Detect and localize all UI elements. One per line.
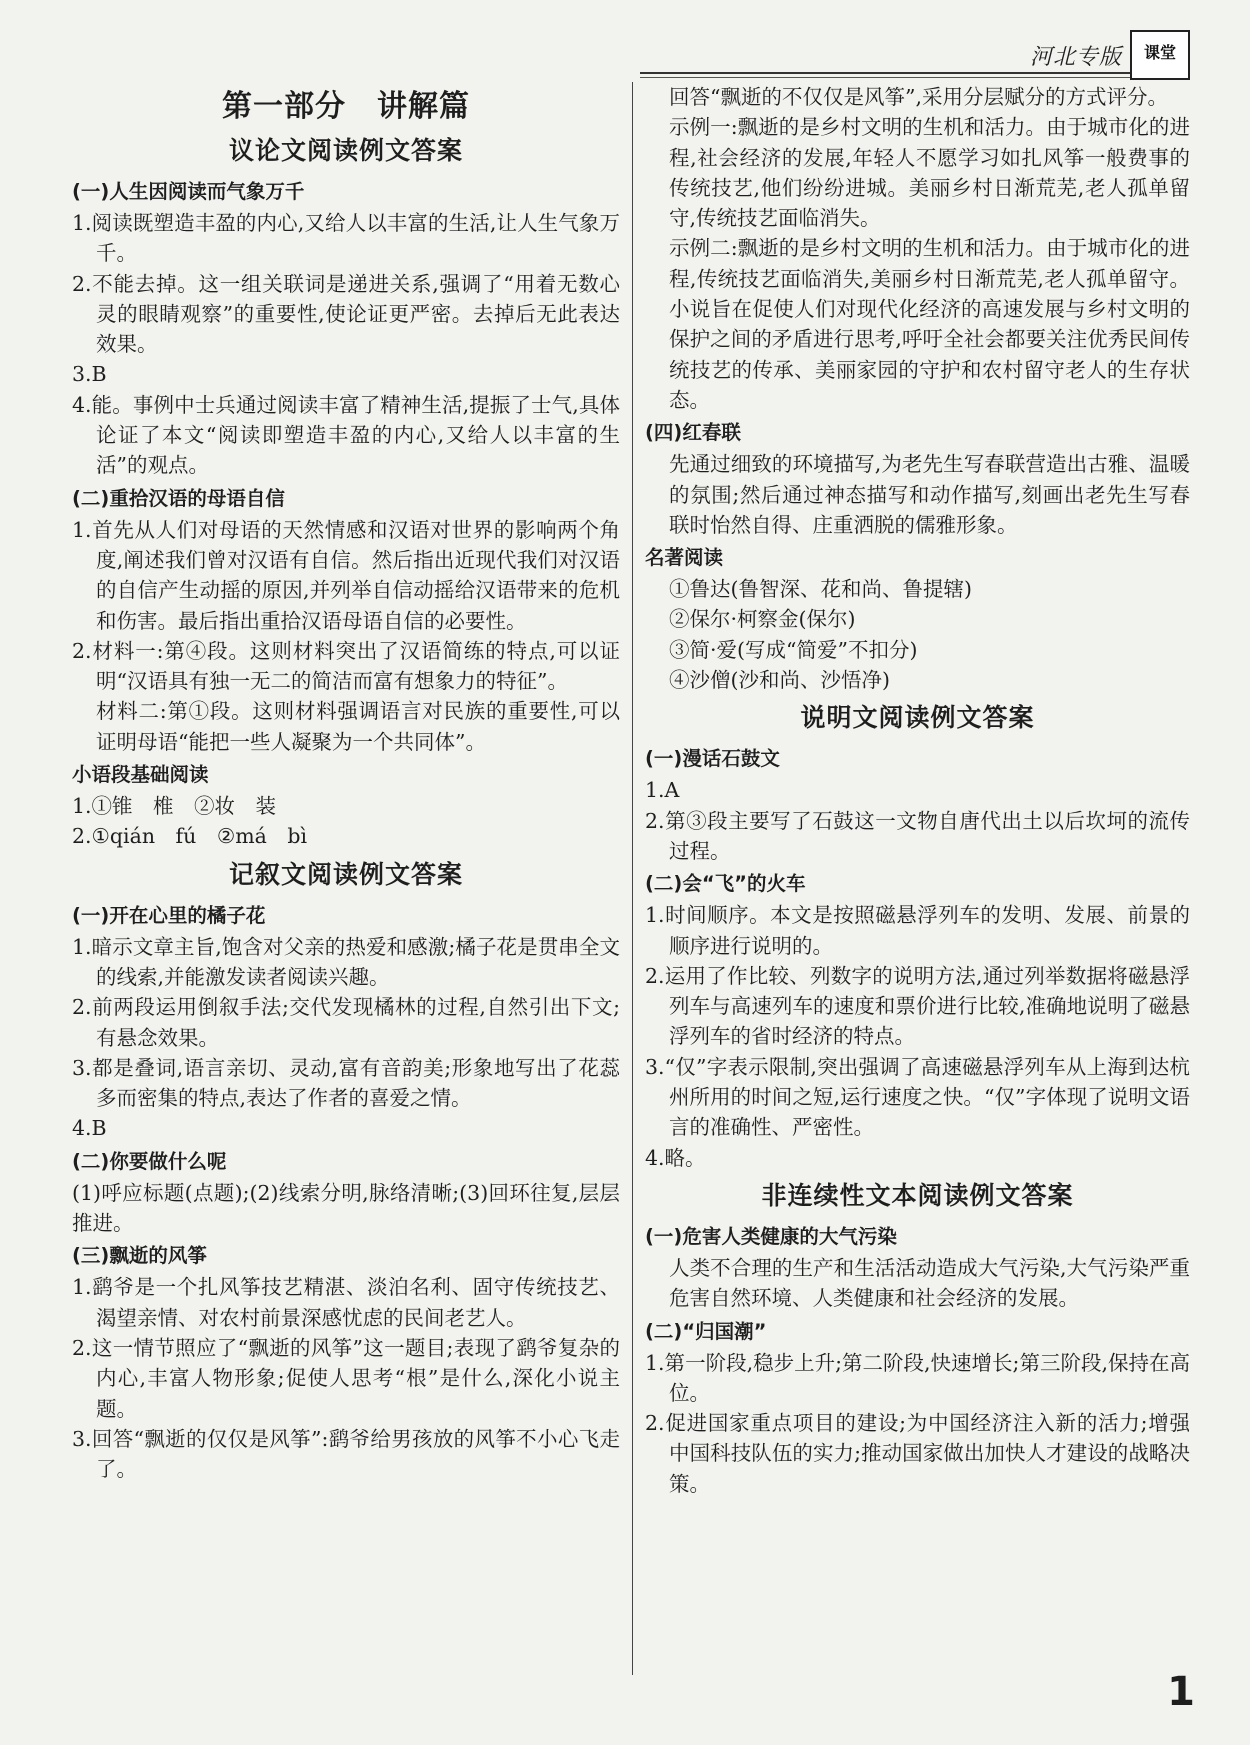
answer-item: ①鲁达(鲁智深、花和尚、鲁提辖) xyxy=(669,577,972,602)
answer-item: 2.这一情节照应了“飘逝的风筝”这一题目;表现了鹞爷复杂的内心,丰富人物形象;促使人思考“根”是什么,深化小说主题。 xyxy=(72,1335,620,1421)
answer-item: 1.鹞爷是一个扎风筝技艺精湛、淡泊名利、固守传统技艺、渴望亲情、对农村前景深感忧虑的民间老艺人。 xyxy=(72,1275,620,1330)
answer-item: 3.“仅”字表示限制,突出强调了高速磁悬浮列车从上海到达杭州所用的时间之短,运行速度之快。“仅”字体现了说明文语言的准确性、严密性。 xyxy=(645,1054,1190,1140)
left-column xyxy=(72,82,620,1685)
answer-item: 1.A xyxy=(645,778,680,803)
article-heading: (一)人生因阅读而气象万千 xyxy=(72,180,305,203)
answer-item: 2.前两段运用倒叙手法;交代发现橘林的过程,自然引出下文;有悬念效果。 xyxy=(72,995,620,1050)
answer-paragraph: 材料二:第①段。这则材料强调语言对民族的重要性,可以证明母语“能把一些人凝聚为一个共同体”。 xyxy=(96,699,620,754)
answer-item: 2.运用了作比较、列数字的说明方法,通过列举数据将磁悬浮列车与高速列车的速度和票价进行比较,准确地说明了磁悬浮列车的省时经济的特点。 xyxy=(645,963,1190,1049)
brand-logo: 课堂 xyxy=(1130,30,1190,80)
article-heading: (二)你要做什么呢 xyxy=(72,1149,227,1173)
answer-item: 4.B xyxy=(72,1116,107,1141)
answer-item: 2.不能去掉。这一组关联词是递进关系,强调了“用着无数心灵的眼睛观察”的重要性,使论证更严密。去掉后无此表达效果。 xyxy=(72,271,620,357)
answer-paragraph: 人类不合理的生产和生活活动造成大气污染,大气污染严重危害自然环境、人类健康和社会经济的发展。 xyxy=(669,1255,1190,1311)
answer-item: 2.材料一:第④段。这则材料突出了汉语简练的特点,可以证明“汉语具有独一无二的简洁而富有想象力的特征”。 xyxy=(72,638,620,694)
right-column xyxy=(645,82,1190,1685)
answer-item: 1.阅读既塑造丰盈的内心,又给人以丰富的生活,让人生气象万千。 xyxy=(72,211,620,266)
header-rule-thin xyxy=(640,77,1130,78)
column-divider xyxy=(632,82,633,1675)
answer-item: ③简·爱(写成“简爱”不扣分) xyxy=(669,637,918,662)
article-heading: (二)“归国潮” xyxy=(645,1319,767,1343)
article-heading: (二)会“飞”的火车 xyxy=(645,872,806,896)
answer-item: 1.第一阶段,稳步上升;第二阶段,快速增长;第三阶段,保持在高位。 xyxy=(645,1350,1190,1405)
answer-item: 2.第③段主要写了石鼓这一文物自唐代出土以后坎坷的流传过程。 xyxy=(645,808,1190,863)
header-rule xyxy=(640,72,1130,74)
page-number: 1 xyxy=(1167,1669,1195,1715)
answer-item: 3.B xyxy=(72,362,107,387)
article-heading: (二)重拾汉语的母语自信 xyxy=(72,486,285,510)
article-heading: (一)危害人类健康的大气污染 xyxy=(645,1224,897,1248)
answer-item: 1.暗示文章主旨,饱含对父亲的热爱和感激;橘子花是贯串全文的线索,并能激发读者阅读兴趣。 xyxy=(72,934,620,989)
answer-paragraph: 先通过细致的环境描写,为老先生写春联营造出古雅、温暖的氛围;然后通过神态描写和动作描写,刻画出老先生写春联时怡然自得、庄重洒脱的儒雅形象。 xyxy=(669,452,1190,537)
answer-paragraph: 回答“飘逝的不仅仅是风筝”,采用分层赋分的方式评分。 xyxy=(669,85,1168,109)
article-heading: (三)飘逝的风筝 xyxy=(72,1244,207,1268)
answer-item: 2.促进国家重点项目的建设;为中国经济注入新的活力;增强中国科技队伍的实力;推动国家做出加快人才建设的战略决策。 xyxy=(645,1411,1190,1496)
answer-item: ④沙僧(沙和尚、沙悟净) xyxy=(669,668,890,693)
section-title-argumentative: 议论文阅读例文答案 xyxy=(228,136,463,165)
answer-item: 2.①qián fú ②má bì xyxy=(72,824,308,849)
answer-item: ②保尔·柯察金(保尔) xyxy=(669,607,856,632)
section-title-noncontinuous: 非连续性文本阅读例文答案 xyxy=(761,1180,1074,1210)
answer-item: 4.能。事例中士兵通过阅读丰富了精神生活,提振了士气,具体论证了本文“阅读即塑造丰盈的内心,又给人以丰富的生活”的观点。 xyxy=(72,392,620,478)
part-title: 第一部分 讲解篇 xyxy=(222,89,470,124)
section-title-expository: 说明文阅读例文答案 xyxy=(800,703,1035,733)
answer-paragraph: (1)呼应标题(点题);(2)线索分明,脉络清晰;(3)回环往复,层层推进。 xyxy=(72,1180,620,1236)
answer-item: 1.①锥 椎 ②妆 装 xyxy=(72,794,277,819)
answer-example: 示例二:飘逝的是乡村文明的生机和活力。由于城市化的进程,传统技艺面临消失,美丽乡村日渐荒芜,老人孤单留守。小说旨在促使人们对现代化经济的高速发展与乡村文明的保护之间的矛盾进行思考,呼吁全社会都要关注优秀民间传统技艺的传承、美丽家园的守护和农村留守老人的生存状态。 xyxy=(669,236,1190,412)
answer-item: 3.回答“飘逝的仅仅是风筝”:鹞爷给男孩放的风筝不小心飞走了。 xyxy=(72,1426,620,1482)
edition-label: 河北专版 xyxy=(1029,45,1122,70)
answer-item: 1.时间顺序。本文是按照磁悬浮列车的发明、发展、前景的顺序进行说明的。 xyxy=(645,903,1190,958)
answer-item: 3.都是叠词,语言亲切、灵动,富有音韵美;形象地写出了花蕊多而密集的特点,表达了作者的喜爱之情。 xyxy=(72,1055,620,1111)
answer-item: 4.略。 xyxy=(645,1145,706,1170)
article-heading: (四)红春联 xyxy=(645,421,741,445)
answer-item: 1.首先从人们对母语的天然情感和汉语对世界的影响两个角度,阐述我们曾对汉语有自信。然后指出近现代我们对汉语的自信产生动摇的原因,并列举自信动摇给汉语带来的危机和伤害。最后指出重拾汉语母语自信的必要性。 xyxy=(72,517,620,633)
answer-example: 示例一:飘逝的是乡村文明的生机和活力。由于城市化的进程,社会经济的发展,年轻人不愿学习如扎风筝一般费事的传统技艺,他们纷纷进城。美丽乡村日渐荒芜,老人孤单留守,传统技艺面临消失。 xyxy=(669,115,1190,231)
section-title-narrative: 记叙文阅读例文答案 xyxy=(228,859,463,889)
article-heading: 名著阅读 xyxy=(645,546,724,570)
article-heading: 小语段基础阅读 xyxy=(72,763,209,787)
article-heading: (一)开在心里的橘子花 xyxy=(72,903,266,927)
article-heading: (一)漫话石鼓文 xyxy=(645,747,780,771)
page-header xyxy=(640,30,1190,80)
